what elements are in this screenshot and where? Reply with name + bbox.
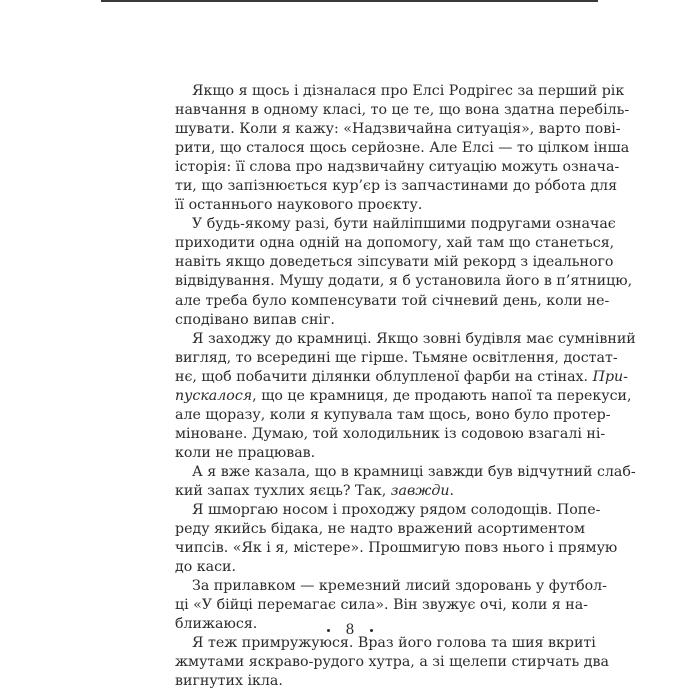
paragraph [175,501,618,577]
text-line: навчання в одному класі, то це те, що вона здатна перебіль- [175,102,630,119]
text-line [175,482,544,501]
text-line: приходити одна одній на допомогу, хай там що станеться, [175,235,615,252]
top-rule [101,0,598,2]
page-number-footer [0,622,700,638]
text-line: А я вже казала, що в крамниці завжди був відчутний слаб- [192,463,636,480]
text-line: але треба було компенсувати той січневий день, коли не- [175,292,610,309]
text-line: відвідування. Мушу додати, я б установила його в п’ятницю, [175,273,633,290]
text-fragment: . [449,482,454,499]
text-line: чипсів. «Як і я, містере». Прошмигую повз нього і прямую [175,540,618,557]
bullet-dot-icon [370,629,373,632]
italic-fragment: пускалося [175,387,253,404]
text-line: але щоразу, коли я купувала там щось, воно було протер- [175,406,611,423]
paragraph [175,463,636,501]
text-fragment: нє, щоб побачити ділянки облупленої фарби на стінах. [175,368,593,385]
text-line: У будь-якому разі, бути найліпшими подругами означає [192,216,616,233]
text-line: рити, що сталося щось серйозне. Але Елсі — то цілком інша [175,140,630,157]
text-line: сподівано випав сніг. [175,311,335,328]
paragraph [175,82,630,215]
text-line: коли не працював. [175,444,316,461]
text-line: історія: її слова про надзвичайну ситуацію можуть означа- [175,159,620,176]
text-line: Я заходжу до крамниці. Якщо зовні будівля має сумнівний [192,330,636,347]
text-line: навіть якщо доведеться зіпсувати мій рекорд з ідеального [175,254,614,271]
text-fragment: , що це крамниця, де продають напої та перекуси, [252,387,632,404]
text-line: Якщо я щось і дізналася про Елсі Родрігес за перший рік [192,83,625,99]
text-line: вигнутих ікла. [175,673,283,690]
text-line: її останнього наукового проєкту. [175,197,423,214]
text-line: вигляд, то всередині ще гірше. Тьмяне освітлення, достат- [175,349,618,366]
text-line: міноване. Думаю, той холодильник із содовою взагалі ні- [175,425,606,442]
text-line [175,387,632,406]
paragraph [175,634,609,691]
page-number: 8 [345,622,355,638]
text-line: Я шморгаю носом і проходжу рядом солодощів. Попе- [192,502,601,519]
paragraph [175,215,633,329]
italic-fragment: При- [592,368,628,385]
text-line: ти, що запізнюється кур’єр із запчастинами до рóбота для [175,178,618,195]
text-line: до каси. [175,559,237,576]
text-line: жмутами яскраво-рудого хутра, а зі щелепи стирчать два [175,654,609,671]
text-line: реду якийсь бідака, не надто вражений асортиментом [175,521,586,538]
text-line: ближаюся. [175,616,258,633]
page-body [175,82,636,692]
bullet-dot-icon [327,629,330,632]
italic-fragment: завжди [390,482,450,499]
text-line: ці «У бійці перемагає сила». Він звужує очі, коли я на- [175,597,588,614]
text-line: Я теж примружуюся. Враз його голова та шия вкриті [192,635,596,652]
text-line [175,368,628,387]
paragraph [175,330,636,463]
text-line: шувати. Коли я кажу: «Надзвичайна ситуація», варто пові- [175,121,621,138]
text-fragment: кий запах тухлих яєць? Так, [175,482,391,499]
text-line: За прилавком — кремезний лисий здоровань у футбол- [192,578,607,595]
